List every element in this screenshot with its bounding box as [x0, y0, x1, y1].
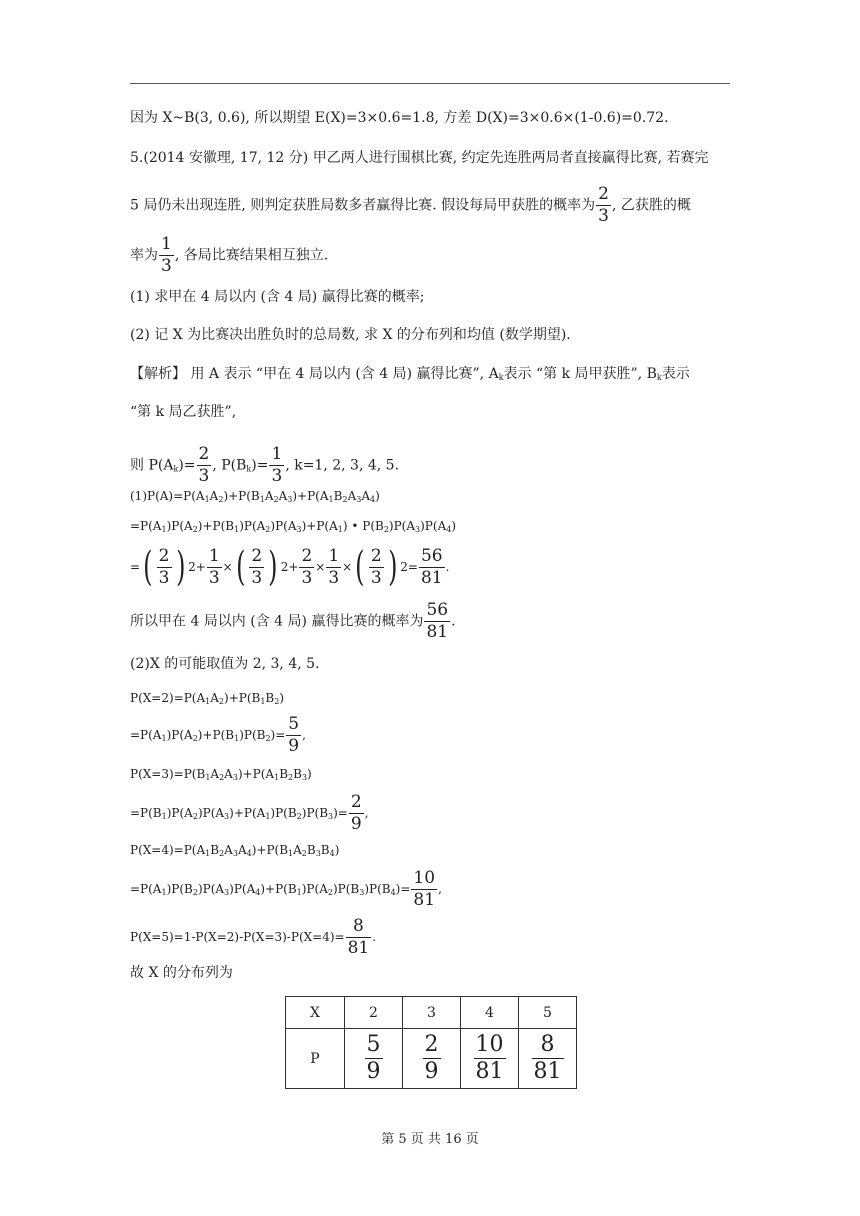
p-x5-value: P(X=5)=1-P(X=2)-P(X=3)-P(X=4)= $\frac{8}{81}$ . [130, 916, 377, 958]
fraction-8-81: $\frac{8}{81}$ [347, 916, 370, 958]
fraction-2-3: $\frac{2}{3}$ [301, 545, 313, 588]
fraction-2-3: $\frac{2}{3}$ [251, 545, 263, 588]
subscript: k [246, 464, 252, 474]
fraction-56-81: $\frac{56}{81}$ [420, 545, 443, 588]
fraction-10-81: $\frac{10}{81}$ [475, 1032, 504, 1084]
text: , k=1, 2, 3, 4, 5. [285, 457, 400, 474]
text: )= [178, 457, 196, 474]
problem-5-line-3 [130, 236, 328, 275]
denominator: 3 [198, 466, 210, 486]
p-x3-def: $P(X=3)=P(B_1A_2A_3)+P(A_1B_2B_3)$ [130, 767, 312, 782]
equals: = [130, 560, 141, 574]
fraction-1-3: $\frac{1}{3}$ [328, 545, 340, 588]
problem-5-line-2 [130, 186, 691, 225]
text: 表示 “第 k 局甲获胜”, B [503, 366, 657, 382]
table-row [286, 997, 577, 1029]
subscript: k [498, 373, 504, 382]
distribution-table [285, 996, 577, 1089]
numerator: 1 [161, 234, 172, 254]
text: 5 局仍未出现连胜, 则判定获胜局数多者赢得比赛. 假设每局甲获胜的概率为 [130, 197, 596, 214]
header-rule [130, 83, 730, 84]
header-x: X [286, 997, 345, 1029]
fraction-2-3: $\frac{2}{3}$ [370, 545, 382, 588]
table-cell: 3 [403, 997, 461, 1029]
denominator: 3 [161, 256, 172, 276]
text: 所以甲在 4 局以内 (含 4 局) 赢得比赛的概率为 [130, 613, 424, 630]
numerator: 2 [598, 184, 609, 204]
solution-intro [130, 364, 690, 388]
p-x4-value: $=P(A_1)P(B_2)P(A_3)P(A_4)+P(B_1)P(A_2)P(B_3)P(B_4)=$ $\frac{10}{81}$ , [130, 868, 442, 910]
subscript: k [656, 373, 662, 382]
table-cell [403, 1029, 461, 1089]
text: , 乙获胜的概 [612, 197, 691, 214]
table-cell [345, 1029, 403, 1089]
subscript: k [173, 464, 179, 474]
x-values: (2)X 的可能取值为 2, 3, 4, 5. [130, 656, 320, 672]
text: , P(B [212, 457, 247, 474]
distribution-intro: 故 X 的分布列为 [130, 965, 233, 981]
p-x4-def: $P(X=4)=P(A_1B_2A_3A_4)+P(B_1A_2B_3B_4)$ [130, 843, 340, 858]
fraction-5-9: $\frac{5}{9}$ [366, 1032, 381, 1084]
question-1: (1) 求甲在 4 局以内 (含 4 局) 赢得比赛的概率; [130, 289, 425, 305]
page-footer: 第 5 页 共 16 页 [381, 1132, 479, 1147]
table-row [286, 1029, 577, 1089]
text: 【解析】 用 A 表示 “甲在 4 局以内 (含 4 局) 赢得比赛”, A [130, 366, 499, 382]
fraction-1-3 [159, 236, 174, 275]
fraction-56-81: $\frac{56}{81}$ [426, 600, 449, 642]
denominator: 3 [598, 206, 609, 226]
solution-intro-2: “第 k 局乙获胜”, [130, 404, 237, 420]
p-x3-value: $=P(B_1)P(A_2)P(A_3)+P(A_1)P(B_2)P(B_3)=$ $\frac{2}{9}$ , [130, 792, 369, 834]
text: )= [251, 457, 269, 474]
text: 率为 [130, 247, 158, 264]
line-binomial: 因为 X~B(3, 0.6), 所以期望 E(X)=3×0.6=1.8, 方差 D(X)=3×0.6×(1-0.6)=0.72. [130, 110, 669, 126]
fraction-2-3: $\frac{2}{3}$ [158, 545, 170, 588]
p-a-conclusion: 所以甲在 4 局以内 (含 4 局) 赢得比赛的概率为 $\frac{56}{81}$ . [130, 600, 456, 642]
text: P(X=5)=1-P(X=2)-P(X=3)-P(X=4)= [130, 930, 345, 944]
problem-5-statement: 5.(2014 安徽理, 17, 12 分) 甲乙两人进行围棋比赛, 约定先连胜两局者直接赢得比赛, 若赛完 [130, 150, 709, 166]
table-cell: 2 [345, 997, 403, 1029]
question-2: (2) 记 X 为比赛决出胜负时的总局数, 求 X 的分布列和均值 (数学期望). [130, 327, 571, 343]
table-cell [519, 1029, 577, 1089]
text: , 各局比赛结果相互独立. [174, 247, 329, 264]
p-a-expansion: $(1)P(A)=P(A_1A_2)+P(B_1A_2A_3)+P(A_1B_2A_3A_4)$ [130, 489, 380, 504]
p-a-product: $=P(A_1)P(A_2)+P(B_1)P(A_2)P(A_3)+P(A_1)$ • $P(B_2)P(A_3)P(A_4)$ [130, 519, 457, 534]
text: 则 P(A [130, 457, 174, 474]
p-x2-def: $P(X=2)=P(A_1A_2)+P(B_1B_2)$ [130, 691, 285, 706]
table-cell: 5 [519, 997, 577, 1029]
fraction-2-9: $\frac{2}{9}$ [350, 792, 362, 834]
probabilities-def [130, 446, 399, 485]
fraction-2-9: $\frac{2}{9}$ [424, 1032, 439, 1084]
fraction-1-3: $\frac{1}{3}$ [208, 545, 220, 588]
fraction-2-3 [596, 186, 611, 225]
numerator: 1 [271, 444, 283, 464]
p-a-value: = ( $\frac{2}{3}$ ) 2 + $\frac{1}{3}$ × ( $\frac{2}{3}$ ) 2 + $\frac{2}{3}$ × $\frac{1}{3}$ × ( $\frac{2}{3}$ ) 2 = $\frac{56}{81}$ . [130, 544, 450, 590]
numerator: 2 [198, 444, 210, 464]
fraction-2-3 [197, 446, 212, 485]
text: 表示 [661, 366, 690, 382]
table-cell: 4 [461, 997, 519, 1029]
denominator: 3 [271, 466, 283, 486]
header-p: P [286, 1029, 345, 1089]
fraction-1-3 [269, 446, 284, 485]
fraction-5-9: $\frac{5}{9}$ [288, 714, 300, 756]
fraction-10-81: $\frac{10}{81}$ [413, 868, 436, 910]
table-cell [461, 1029, 519, 1089]
fraction-8-81: $\frac{8}{81}$ [533, 1032, 562, 1084]
p-x2-value: $=P(A_1)P(A_2)+P(B_1)P(B_2)=$ $\frac{5}{9}$ , [130, 714, 306, 756]
